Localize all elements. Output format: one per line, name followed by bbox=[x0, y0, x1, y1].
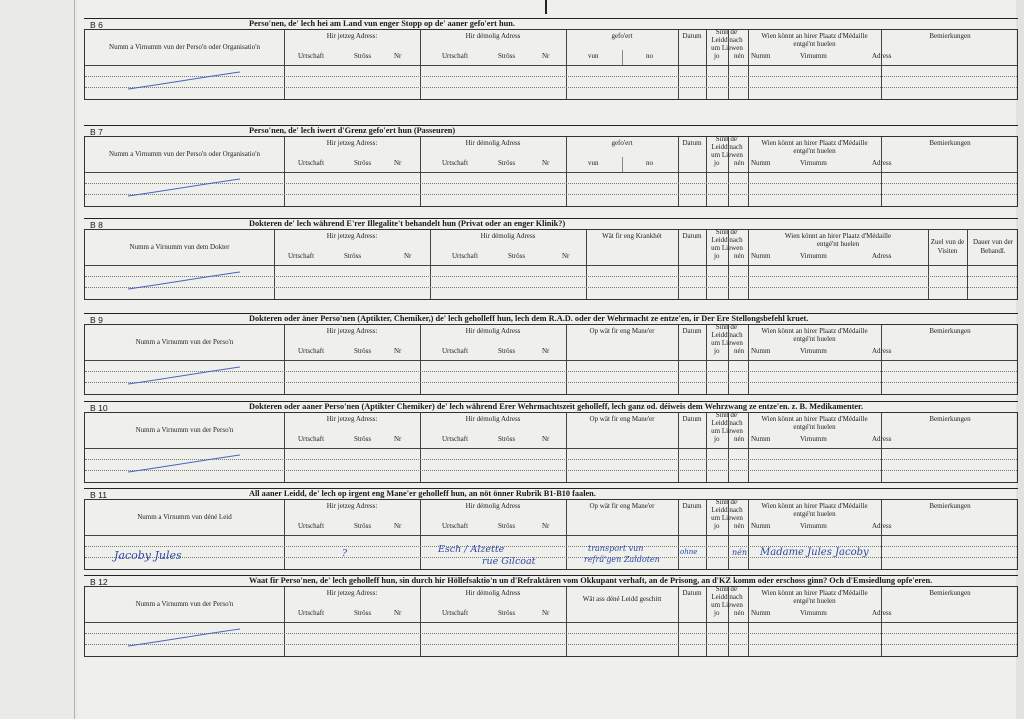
section-title: Perso'nen, de' lech hei am Land vun enger Stopp op de' aaner gefo'ert hun. bbox=[249, 19, 515, 28]
col-datum-header: Datum bbox=[682, 415, 702, 423]
sub-jo: jo bbox=[714, 159, 720, 167]
col-name-header: Numm a Virnumm vun der Perso'n oder Organisatio'n bbox=[109, 150, 260, 158]
sub-nr: Nr bbox=[394, 52, 402, 60]
hw-demolig-2: rue Gilcoat bbox=[482, 556, 536, 567]
col-special-header: Op wät fir eng Mane'er bbox=[589, 415, 655, 423]
sub-nen: nén bbox=[734, 435, 745, 443]
sub-virnumm: Virnumm bbox=[800, 252, 827, 260]
section-header bbox=[84, 313, 1018, 324]
col-medaille-header: Wien könnt an hirer Plaatz d'Médaille entgé'nt huelen bbox=[761, 32, 868, 48]
col-demolig-header: Hir démolig Adress bbox=[465, 327, 521, 335]
col-bemierkungen-header: Bemierkungen bbox=[929, 415, 971, 423]
section-b6 bbox=[84, 18, 1018, 100]
sub-jo: jo bbox=[714, 252, 720, 260]
col-special-header: Op wät fir eng Mane'er bbox=[589, 502, 655, 510]
sub-adress: Adress bbox=[872, 159, 892, 167]
col-name-header: Numm a Virnumm vun der Perso'n oder Organisatio'n bbox=[109, 43, 260, 51]
col-demolig-header: Hir démolig Adress bbox=[480, 232, 536, 240]
sub-stross: Ströss bbox=[498, 52, 516, 60]
col-bemierkungen-header: Bemierkungen bbox=[929, 502, 971, 510]
section-title: Perso'nen, de' lech iwert d'Grenz gefo'ert hun (Passeuren) bbox=[249, 126, 456, 135]
section-b12 bbox=[84, 575, 1018, 657]
sub-nr: Nr bbox=[542, 159, 550, 167]
col-liewen-header: Sinn de' Leidd nach um Liewen bbox=[711, 28, 743, 52]
fold-mark bbox=[545, 0, 547, 14]
sub-adress: Adress bbox=[872, 52, 892, 60]
section-header bbox=[84, 401, 1018, 412]
hw-nen: nén bbox=[732, 548, 748, 557]
sub-stross: Ströss bbox=[354, 159, 372, 167]
col-medaille-header: Wien könnt an hirer Plaatz d'Médaille entgé'nt huelen bbox=[761, 327, 868, 343]
sub-urtschaft: Urtschaft bbox=[442, 522, 469, 530]
sub-urtschaft: Urtschaft bbox=[452, 252, 479, 260]
section-code: B 12 bbox=[90, 577, 108, 587]
sub-urtschaft: Urtschaft bbox=[298, 52, 325, 60]
col-bemierkungen-header: Bemierkungen bbox=[929, 139, 971, 147]
sub-urtschaft: Urtschaft bbox=[442, 52, 469, 60]
sub-adress: Adress bbox=[872, 609, 892, 617]
sub-nr: Nr bbox=[542, 52, 550, 60]
sub-numm: Numm bbox=[751, 347, 771, 355]
col-liewen-header: Sinn de' Leidd nach um Liewen bbox=[711, 228, 743, 252]
sub-stross: Ströss bbox=[498, 609, 516, 617]
col-name-header: Numm a Virnumm vun der Perso'n bbox=[135, 338, 234, 346]
sub-stross: Ströss bbox=[498, 347, 516, 355]
pencil-stroke-icon bbox=[124, 177, 244, 199]
col-datum-header: Datum bbox=[682, 139, 702, 147]
section-title: Waat fir Perso'nen, de' lech geholleff hun, sin durch hir Höllefsaktio'n un d'Refraktären vom Okkupant verhaft, an de Prisong, an d'KZ komm oder erschoss ginn? Och d'Emsiedlung opfe'eren. bbox=[249, 576, 933, 585]
section-title: Dokteren oder aaner Perso'nen (Aptikter Chemiker) de' lech während Erer Wehrmachtszeit geholleff, lech ganz od. déiweis dem Wehrzwang ze entze'en. z. B. Medikamenter. bbox=[249, 402, 864, 411]
sub-stross: Ströss bbox=[498, 159, 516, 167]
col-liewen-header: Sinn de' Leidd nach um Liewen bbox=[711, 135, 743, 159]
col-datum-header: Datum bbox=[682, 589, 702, 597]
sub-urtschaft: Urtschaft bbox=[298, 609, 325, 617]
sub-stross: Ströss bbox=[344, 252, 362, 260]
col-special-header: Wät fir eng Krankhét bbox=[602, 232, 662, 240]
sub-nr: Nr bbox=[542, 522, 550, 530]
section-header bbox=[84, 218, 1018, 229]
section-title: Dokteren de' lech während E'rer Illegalite't behandelt hun (Privat oder an enger Klinik?) bbox=[249, 219, 566, 228]
sub-virnumm: Virnumm bbox=[800, 522, 827, 530]
left-margin bbox=[0, 0, 78, 719]
section-title: Dokteren oder äner Perso'nen (Aptikter, Chemiker,) de' lech geholleff hun, lech dem R.A.D. oder der Wehrmacht ze entze'en, ir Der Ere Stellongsbefehl kruet. bbox=[249, 314, 809, 323]
sub-urtschaft: Urtschaft bbox=[442, 435, 469, 443]
sub-adress: Adress bbox=[872, 522, 892, 530]
col-datum-header: Datum bbox=[682, 232, 702, 240]
sub-urtschaft: Urtschaft bbox=[442, 609, 469, 617]
col-jetzeg-header: Hir jetzeg Adress: bbox=[326, 502, 378, 510]
sub-nen: nén bbox=[734, 252, 745, 260]
sub-jo: jo bbox=[714, 52, 720, 60]
col-name-header: Numm a Virnumm vun dem Dokter bbox=[129, 243, 230, 251]
sub-urtschaft: Urtschaft bbox=[288, 252, 315, 260]
sub-nen: nén bbox=[734, 159, 745, 167]
col-medaille-header: Wien könnt an hirer Plaatz d'Médaille entgé'nt huelen bbox=[761, 139, 868, 155]
col-jetzeg-header: Hir jetzeg Adress: bbox=[326, 232, 378, 240]
sub-nr: Nr bbox=[394, 347, 402, 355]
section-code: B 7 bbox=[90, 127, 103, 137]
sub-nen: nén bbox=[734, 522, 745, 530]
sub-adress: Adress bbox=[872, 347, 892, 355]
sub-urtschaft: Urtschaft bbox=[298, 159, 325, 167]
col-dauer-header: Dauer vun der Behandl. bbox=[972, 238, 1014, 255]
sub-nr: Nr bbox=[404, 252, 412, 260]
sub-nen: nén bbox=[734, 347, 745, 355]
col-medaille-header: Wien könnt an hirer Plaatz d'Médaille entgé'nt huelen bbox=[784, 232, 892, 248]
section-b8 bbox=[84, 218, 1018, 300]
hw-datum: ohne bbox=[680, 548, 698, 556]
section-b9 bbox=[84, 313, 1018, 395]
col-name-header: Numm a Virnumm vun déné Leid bbox=[137, 513, 232, 521]
section-b7 bbox=[84, 125, 1018, 207]
col-demolig-header: Hir démolig Adress bbox=[465, 415, 521, 423]
col-visiten-header: Zuel vun de Visiten bbox=[930, 238, 965, 255]
pencil-stroke-icon bbox=[124, 453, 244, 475]
sub-numm: Numm bbox=[751, 52, 771, 60]
sub-urtschaft: Urtschaft bbox=[298, 347, 325, 355]
col-medaille-header: Wien könnt an hirer Plaatz d'Médaille entgé'nt huelen bbox=[761, 415, 868, 431]
section-code: B 8 bbox=[90, 220, 103, 230]
col-liewen-header: Sinn de' Leidd nach um Liewen bbox=[711, 411, 743, 435]
sub-nr: Nr bbox=[394, 435, 402, 443]
col-liewen-header: Sinn de' Leidd nach um Liewen bbox=[711, 498, 743, 522]
col-jetzeg-header: Hir jetzeg Adress: bbox=[326, 327, 378, 335]
col-medaille-header: Wien könnt an hirer Plaatz d'Médaille entgé'nt huelen bbox=[761, 589, 868, 605]
sub-stross: Ströss bbox=[354, 522, 372, 530]
col-datum-header: Datum bbox=[682, 327, 702, 335]
section-code: B 10 bbox=[90, 403, 108, 413]
sub-numm: Numm bbox=[751, 435, 771, 443]
col-name-header: Numm a Virnumm vun der Perso'n bbox=[135, 600, 234, 608]
sub-nen: nén bbox=[734, 609, 745, 617]
sub-stross: Ströss bbox=[354, 347, 372, 355]
col-liewen-header: Sinn de' Leidd nach um Liewen bbox=[711, 585, 743, 609]
sub-stross: Ströss bbox=[354, 609, 372, 617]
col-datum-header: Datum bbox=[682, 32, 702, 40]
col-demolig-header: Hir démolig Adress bbox=[465, 32, 521, 40]
sub-stross: Ströss bbox=[354, 435, 372, 443]
sub-nr: Nr bbox=[542, 435, 550, 443]
sub-virnumm: Virnumm bbox=[800, 435, 827, 443]
col-medaille-header: Wien könnt an hirer Plaatz d'Médaille entgé'nt huelen bbox=[761, 502, 868, 518]
hw-manier-1: transport vun bbox=[588, 544, 644, 553]
col-jetzeg-header: Hir jetzeg Adress: bbox=[326, 139, 378, 147]
sub-virnumm: Virnumm bbox=[800, 52, 827, 60]
sub-jo: jo bbox=[714, 435, 720, 443]
sub-nr: Nr bbox=[542, 609, 550, 617]
sub-stross: Ströss bbox=[498, 522, 516, 530]
col-demolig-header: Hir démolig Adress bbox=[465, 139, 521, 147]
pencil-stroke-icon bbox=[124, 365, 244, 387]
sub-adress: Adress bbox=[872, 252, 892, 260]
col-special-header: gefo'ert bbox=[611, 139, 633, 147]
sub-numm: Numm bbox=[751, 609, 771, 617]
col-jetzeg-header: Hir jetzeg Adress: bbox=[326, 415, 378, 423]
col-demolig-header: Hir démolig Adress bbox=[465, 502, 521, 510]
sub-vun: vun bbox=[588, 159, 599, 167]
section-header bbox=[84, 125, 1018, 136]
sub-nr: Nr bbox=[394, 159, 402, 167]
section-code: B 6 bbox=[90, 20, 103, 30]
hw-manier-2: refrä'gen Zaldoten bbox=[584, 555, 660, 564]
hw-name: Jacoby Jules bbox=[114, 549, 182, 562]
sub-jo: jo bbox=[714, 609, 720, 617]
sub-numm: Numm bbox=[751, 522, 771, 530]
sub-no: no bbox=[646, 159, 653, 167]
col-special-header: Op wät fir eng Mane'er bbox=[589, 327, 655, 335]
section-header bbox=[84, 488, 1018, 499]
sub-numm: Numm bbox=[751, 159, 771, 167]
section-b10 bbox=[84, 401, 1018, 483]
col-special-header: gefo'ert bbox=[611, 32, 633, 40]
sub-stross: Ströss bbox=[508, 252, 526, 260]
sub-stross: Ströss bbox=[498, 435, 516, 443]
sub-stross: Ströss bbox=[354, 52, 372, 60]
sub-virnumm: Virnumm bbox=[800, 347, 827, 355]
sub-numm: Numm bbox=[751, 252, 771, 260]
section-header bbox=[84, 18, 1018, 29]
section-b11 bbox=[84, 488, 1018, 570]
sub-nen: nén bbox=[734, 52, 745, 60]
sub-nr: Nr bbox=[394, 522, 402, 530]
sub-nr: Nr bbox=[394, 609, 402, 617]
hw-jetzeg: ? bbox=[342, 548, 348, 559]
sub-urtschaft: Urtschaft bbox=[442, 347, 469, 355]
pencil-stroke-icon bbox=[124, 270, 244, 292]
col-special-header: Wät ass déné Leidd geschitt bbox=[582, 595, 662, 603]
section-code: B 11 bbox=[90, 490, 108, 500]
sub-nr: Nr bbox=[562, 252, 570, 260]
sub-virnumm: Virnumm bbox=[800, 609, 827, 617]
hw-medaille: Madame Jules Jacoby bbox=[760, 547, 869, 558]
col-jetzeg-header: Hir jetzeg Adress: bbox=[326, 589, 378, 597]
sub-jo: jo bbox=[714, 522, 720, 530]
col-liewen-header: Sinn de' Leidd nach um Liewen bbox=[711, 323, 743, 347]
pencil-stroke-icon bbox=[124, 627, 244, 649]
col-name-header: Numm a Virnumm vun der Perso'n bbox=[135, 426, 234, 434]
sub-urtschaft: Urtschaft bbox=[442, 159, 469, 167]
hw-demolig-1: Esch / Alzette bbox=[438, 544, 505, 555]
col-jetzeg-header: Hir jetzeg Adress: bbox=[326, 32, 378, 40]
section-table bbox=[84, 499, 1018, 570]
col-bemierkungen-header: Bemierkungen bbox=[929, 32, 971, 40]
sub-urtschaft: Urtschaft bbox=[298, 522, 325, 530]
section-header bbox=[84, 575, 1018, 586]
col-demolig-header: Hir démolig Adress bbox=[465, 589, 521, 597]
sub-nr: Nr bbox=[542, 347, 550, 355]
col-datum-header: Datum bbox=[682, 502, 702, 510]
pencil-stroke-icon bbox=[124, 70, 244, 92]
sub-vun: vun bbox=[588, 52, 599, 60]
section-title: All aaner Leidd, de' lech op irgent eng Mane'er geholleff hun, an nöt önner Rubrik B1-B10 faalen. bbox=[249, 489, 596, 498]
col-bemierkungen-header: Bemierkungen bbox=[929, 589, 971, 597]
sub-virnumm: Virnumm bbox=[800, 159, 827, 167]
sub-jo: jo bbox=[714, 347, 720, 355]
sub-urtschaft: Urtschaft bbox=[298, 435, 325, 443]
section-code: B 9 bbox=[90, 315, 103, 325]
col-bemierkungen-header: Bemierkungen bbox=[929, 327, 971, 335]
sub-no: no bbox=[646, 52, 653, 60]
sub-adress: Adress bbox=[872, 435, 892, 443]
